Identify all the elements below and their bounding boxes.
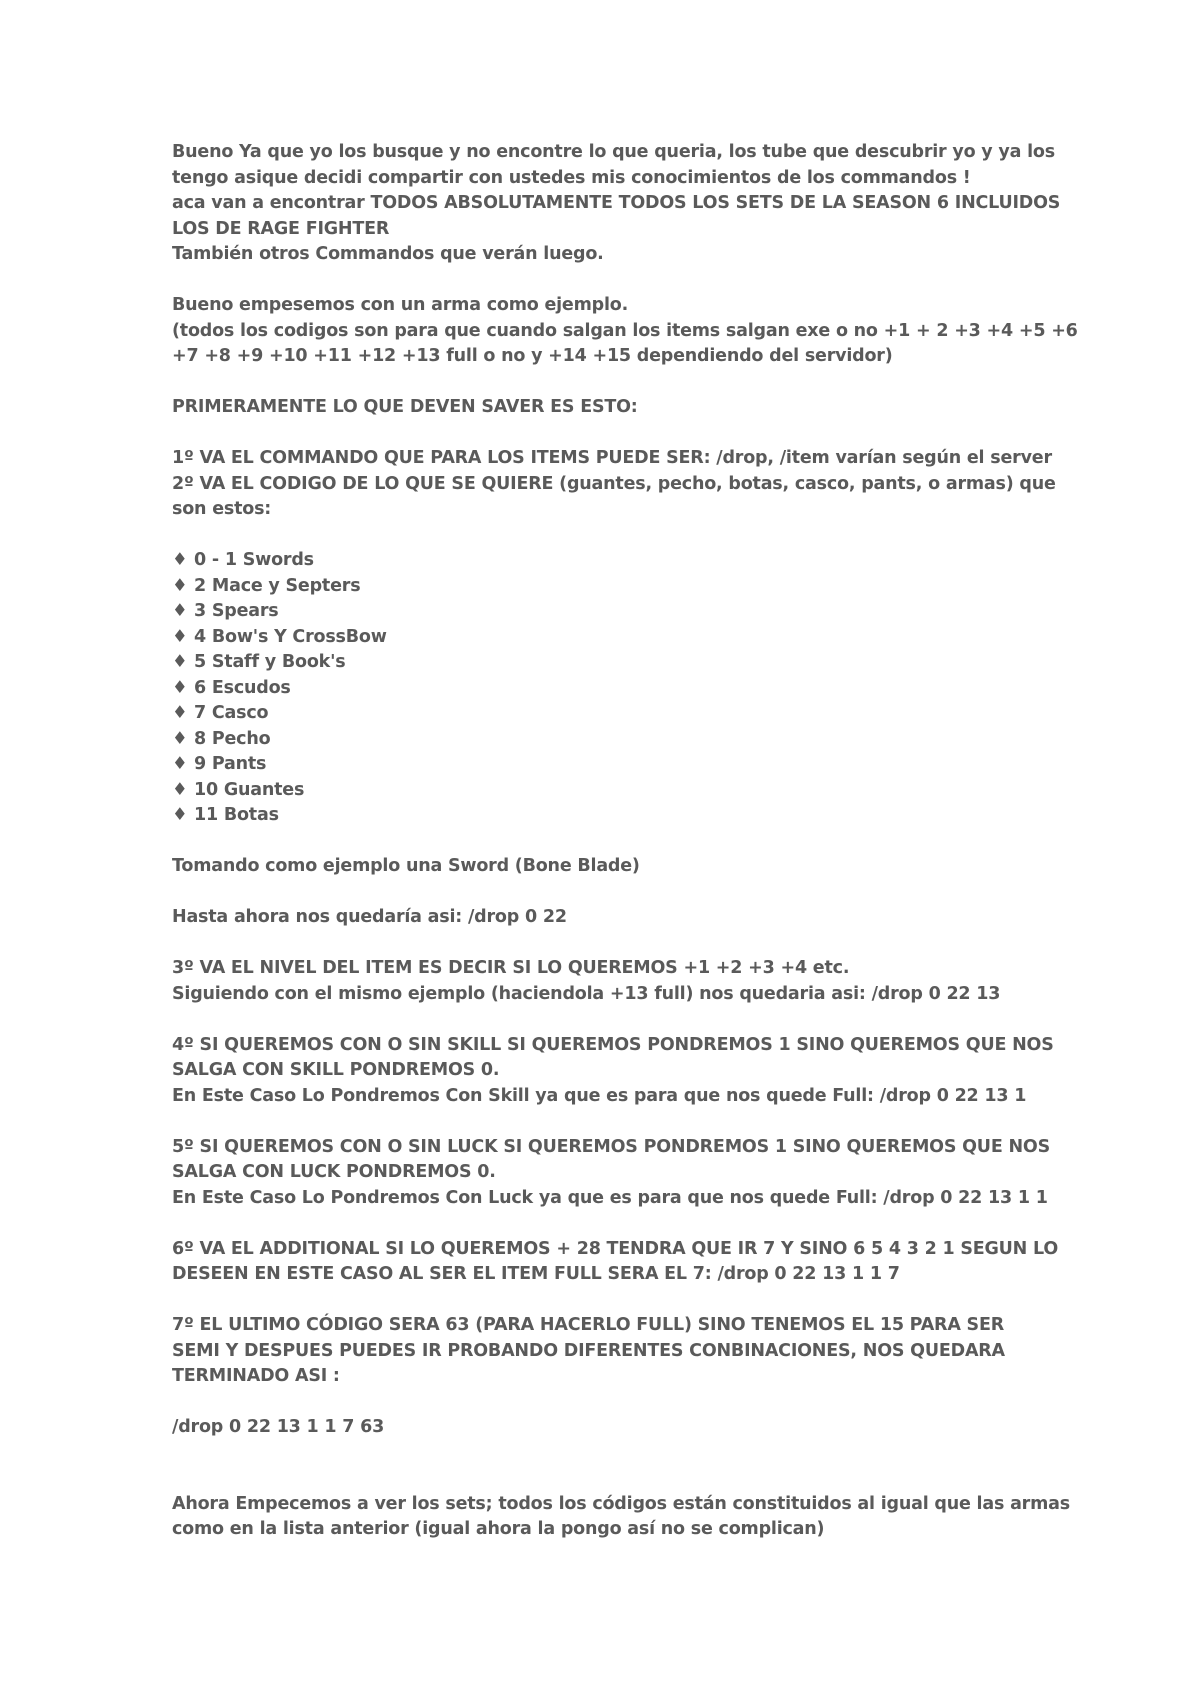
- diamond-bullet-icon: ♦: [172, 550, 188, 570]
- list-item: [172, 548, 1052, 574]
- list-item-text: 5 Staff y Book's: [194, 652, 346, 672]
- step-line: En Este Caso Lo Pondremos Con Skill ya que es para que nos quede Full: /drop 0 22 13 1: [172, 1085, 1027, 1106]
- diamond-bullet-icon: ♦: [172, 728, 188, 749]
- list-item: [172, 778, 1052, 804]
- spacer: [172, 421, 1052, 447]
- example-line: Bueno empesemos con un arma como ejemplo.: [172, 295, 629, 315]
- example-line: (todos los codigos son para que cuando salgan los items salgan exe o no +1 + 2 +3 +4 +5 +6: [172, 320, 1078, 341]
- spacer: [172, 370, 1052, 396]
- heading-text: PRIMERAMENTE LO QUE DEVEN SAVER ES ESTO:: [172, 397, 638, 417]
- list-item-text: 2 Mace y Septers: [194, 575, 361, 596]
- item-code-list: [172, 548, 1052, 829]
- spacer: [172, 1441, 1052, 1492]
- step-4-paragraph: [172, 1033, 1052, 1110]
- step-7-paragraph: [172, 1313, 1052, 1390]
- list-item-text: 6 Escudos: [194, 677, 291, 698]
- so-far-text: Hasta ahora nos quedaría asi: /drop 0 22: [172, 907, 567, 927]
- intro-line: También otros Commandos que verán luego.: [172, 244, 604, 264]
- spacer: [172, 1109, 1052, 1135]
- step-line: 5º SI QUEREMOS CON O SIN LUCK SI QUEREMOS PONDREMOS 1 SINO QUEREMOS QUE NOS: [172, 1136, 1050, 1157]
- step-line: 1º VA EL COMMANDO QUE PARA LOS ITEMS PUEDE SER: /drop, /item varían según el server: [172, 448, 1052, 468]
- diamond-bullet-icon: ♦: [172, 626, 188, 647]
- step-line: En Este Caso Lo Pondremos Con Luck ya que es para que nos quede Full: /drop 0 22 13 1 1: [172, 1187, 1048, 1208]
- list-item: [172, 752, 1052, 778]
- spacer: [172, 1288, 1052, 1314]
- intro-paragraph: [172, 140, 1061, 268]
- so-far-paragraph: [172, 905, 1052, 931]
- document-page: [172, 140, 1078, 1543]
- step-line: TERMINADO ASI :: [172, 1366, 340, 1386]
- list-item: [172, 676, 1052, 702]
- intro-line: Bueno Ya que yo los busque y no encontre lo que queria, los tube que descubrir yo y ya los: [172, 142, 1055, 162]
- spacer: [172, 1211, 1052, 1237]
- step-line: SEMI Y DESPUES PUEDES IR PROBANDO DIFERENTES CONBINACIONES, NOS QUEDARA: [172, 1340, 1005, 1361]
- step-line: son estos:: [172, 499, 272, 519]
- list-item: [172, 701, 1052, 727]
- list-item: [172, 803, 1052, 829]
- sets-intro-line: Ahora Empecemos a ver los sets; todos los códigos están constituidos al igual que las armas: [172, 1493, 1070, 1514]
- final-command-paragraph: [172, 1415, 1052, 1441]
- step-line: SALGA CON LUCK PONDREMOS 0.: [172, 1162, 496, 1182]
- spacer: [172, 931, 1052, 957]
- step-line: Siguiendo con el mismo ejemplo (haciendola +13 full) nos quedaria asi: /drop 0 22 13: [172, 983, 1001, 1004]
- sword-example-text: Tomando como ejemplo una Sword (Bone Blade): [172, 856, 640, 876]
- spacer: [172, 268, 1052, 294]
- step-line: 4º SI QUEREMOS CON O SIN SKILL SI QUEREMOS PONDREMOS 1 SINO QUEREMOS QUE NOS: [172, 1034, 1054, 1055]
- list-item: [172, 650, 1052, 676]
- final-command-text: /drop 0 22 13 1 1 7 63: [172, 1417, 385, 1437]
- list-item-text: 8 Pecho: [194, 728, 271, 749]
- list-item-text: 0 - 1 Swords: [194, 550, 314, 570]
- list-item-text: 10 Guantes: [194, 779, 305, 800]
- list-item: [172, 599, 1052, 625]
- section-heading: [172, 395, 1052, 421]
- list-item: [172, 574, 1052, 600]
- list-item-text: 4 Bow's Y CrossBow: [194, 626, 387, 647]
- step-line: 7º EL ULTIMO CÓDIGO SERA 63 (PARA HACERLO FULL) SINO TENEMOS EL 15 PARA SER: [172, 1315, 1004, 1335]
- diamond-bullet-icon: ♦: [172, 754, 188, 774]
- list-item-text: 9 Pants: [194, 754, 267, 774]
- spacer: [172, 523, 1052, 549]
- intro-line: tengo asique decidi compartir con ustedes mis conocimientos de los commandos !: [172, 167, 971, 188]
- step-6-paragraph: [172, 1237, 1059, 1288]
- diamond-bullet-icon: ♦: [172, 652, 188, 672]
- step-line: SALGA CON SKILL PONDREMOS 0.: [172, 1060, 500, 1080]
- list-item-text: 7 Casco: [194, 703, 269, 723]
- example-paragraph: [172, 293, 1078, 370]
- sets-intro-line: como en la lista anterior (igual ahora la pongo así no se complican): [172, 1519, 825, 1539]
- spacer: [172, 1390, 1052, 1416]
- diamond-bullet-icon: ♦: [172, 601, 188, 621]
- list-item: [172, 625, 1052, 651]
- step-5-paragraph: [172, 1135, 1052, 1212]
- intro-line: LOS DE RAGE FIGHTER: [172, 218, 390, 239]
- list-item-text: 3 Spears: [194, 601, 279, 621]
- step-line: 2º VA EL CODIGO DE LO QUE SE QUIERE (guantes, pecho, botas, casco, pants, o armas) que: [172, 473, 1056, 494]
- diamond-bullet-icon: ♦: [172, 805, 188, 825]
- list-item: [172, 727, 1052, 753]
- spacer: [172, 829, 1052, 855]
- step-1-2-paragraph: [172, 446, 1056, 523]
- sword-example-paragraph: [172, 854, 1052, 880]
- example-line: +7 +8 +9 +10 +11 +12 +13 full o no y +14 +15 dependiendo del servidor): [172, 346, 893, 366]
- sets-intro-paragraph: [172, 1492, 1070, 1543]
- spacer: [172, 880, 1052, 906]
- step-line: 3º VA EL NIVEL DEL ITEM ES DECIR SI LO QUEREMOS +1 +2 +3 +4 etc.: [172, 958, 850, 978]
- diamond-bullet-icon: ♦: [172, 677, 188, 698]
- step-line: 6º VA EL ADDITIONAL SI LO QUEREMOS + 28 TENDRA QUE IR 7 Y SINO 6 5 4 3 2 1 SEGUN LO: [172, 1238, 1059, 1259]
- step-line: DESEEN EN ESTE CASO AL SER EL ITEM FULL SERA EL 7: /drop 0 22 13 1 1 7: [172, 1264, 900, 1284]
- step-3-paragraph: [172, 956, 1052, 1007]
- list-item-text: 11 Botas: [194, 805, 279, 825]
- intro-line: aca van a encontrar TODOS ABSOLUTAMENTE TODOS LOS SETS DE LA SEASON 6 INCLUIDOS: [172, 193, 1061, 213]
- diamond-bullet-icon: ♦: [172, 779, 188, 800]
- diamond-bullet-icon: ♦: [172, 703, 188, 723]
- diamond-bullet-icon: ♦: [172, 575, 188, 596]
- spacer: [172, 1007, 1052, 1033]
